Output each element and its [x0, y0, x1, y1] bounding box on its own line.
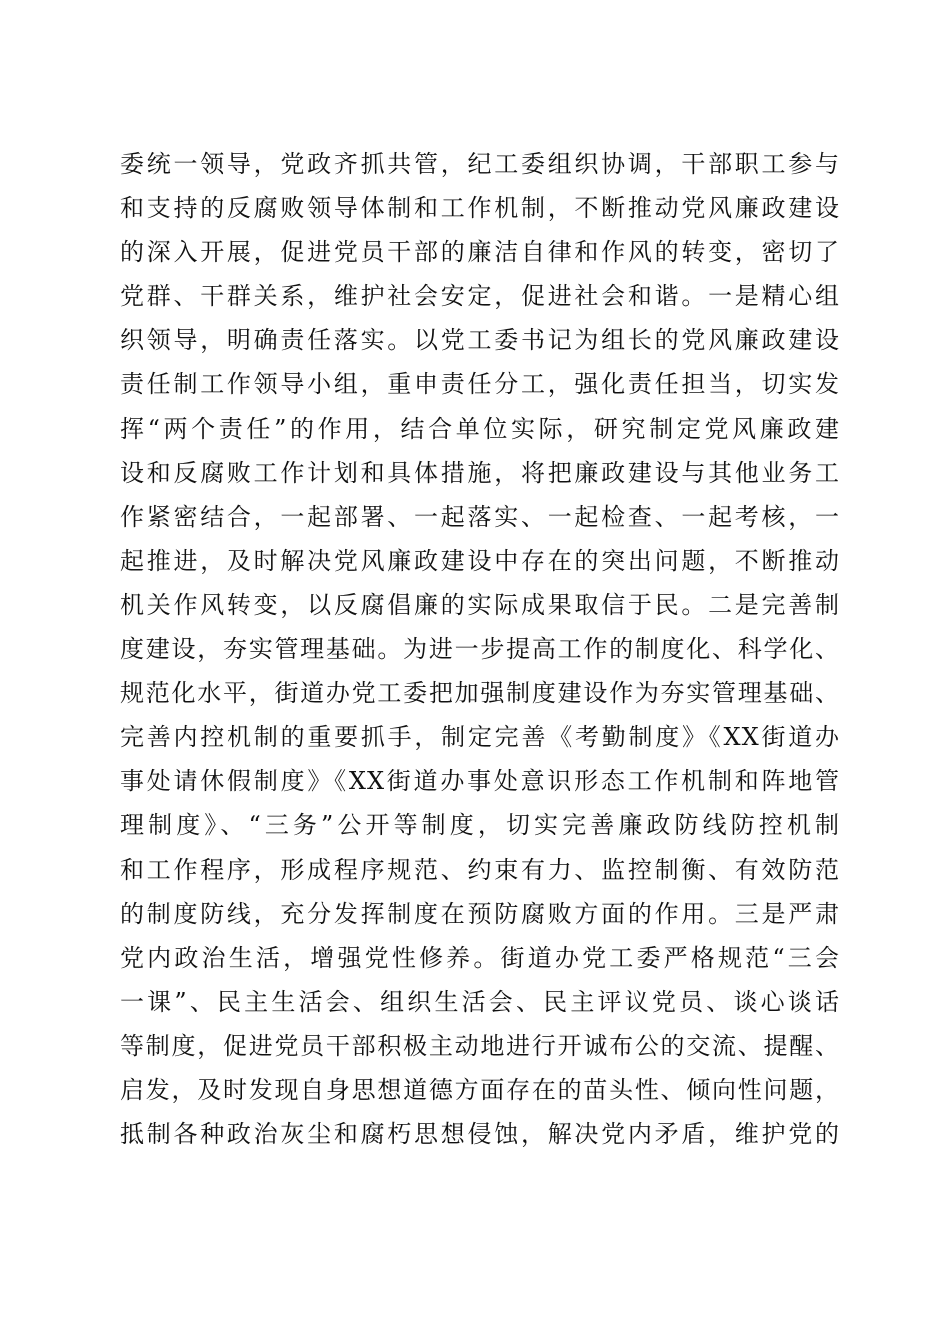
text-line: 的深入开展，促进党员干部的廉洁自律和作风的转变，密切了 [120, 238, 840, 267]
text-line: 设和反腐败工作计划和具体措施，将把廉政建设与其他业务工 [120, 458, 840, 487]
text-line: 机关作风转变，以反腐倡廉的实际成果取信于民。二是完善制 [120, 590, 840, 619]
body-text [120, 142, 840, 1156]
text-line: 织领导，明确责任落实。以党工委书记为组长的党风廉政建设 [120, 326, 840, 355]
text-line: 一课”、民主生活会、组织生活会、民主评议党员、谈心谈话 [120, 987, 840, 1016]
text-line: 党群、干群关系，维护社会安定，促进社会和谐。一是精心组 [120, 282, 840, 311]
text-line: 度建设，夯实管理基础。为进一步提高工作的制度化、科学化、 [120, 635, 840, 664]
text-line: 等制度，促进党员干部积极主动地进行开诚布公的交流、提醒、 [120, 1031, 840, 1060]
text-line: 党内政治生活，增强党性修养。街道办党工委严格规范“三会 [120, 943, 840, 972]
text-line: 规范化水平，街道办党工委把加强制度建设作为夯实管理基础、 [120, 679, 840, 708]
text-line: 的制度防线，充分发挥制度在预防腐败方面的作用。三是严肃 [120, 899, 840, 928]
text-line: 挥“两个责任”的作用，结合单位实际，研究制定党风廉政建 [120, 414, 840, 443]
text-line: 抵制各种政治灰尘和腐朽思想侵蚀，解决党内矛盾，维护党的 [120, 1120, 840, 1149]
text-line: 和工作程序，形成程序规范、约束有力、监控制衡、有效防范 [120, 855, 840, 884]
text-line: 作紧密结合，一起部署、一起落实、一起检查、一起考核，一 [120, 502, 840, 531]
text-line: 委统一领导，党政齐抓共管，纪工委组织协调，干部职工参与 [120, 150, 840, 178]
text-line: 责任制工作领导小组，重申责任分工，强化责任担当，切实发 [120, 370, 840, 399]
text-line: 理制度》、“三务”公开等制度，切实完善廉政防线防控机制 [120, 811, 840, 840]
text-line: 和支持的反腐败领导体制和工作机制，不断推动党风廉政建设 [120, 194, 840, 223]
text-line: 事处请休假制度》《XX街道办事处意识形态工作机制和阵地管 [120, 767, 840, 796]
text-line: 完善内控机制的重要抓手，制定完善《考勤制度》《XX街道办 [120, 723, 840, 752]
text-line: 启发，及时发现自身思想道德方面存在的苗头性、倾向性问题， [120, 1075, 840, 1104]
text-line: 起推进，及时解决党风廉政建设中存在的突出问题，不断推动 [120, 546, 840, 575]
